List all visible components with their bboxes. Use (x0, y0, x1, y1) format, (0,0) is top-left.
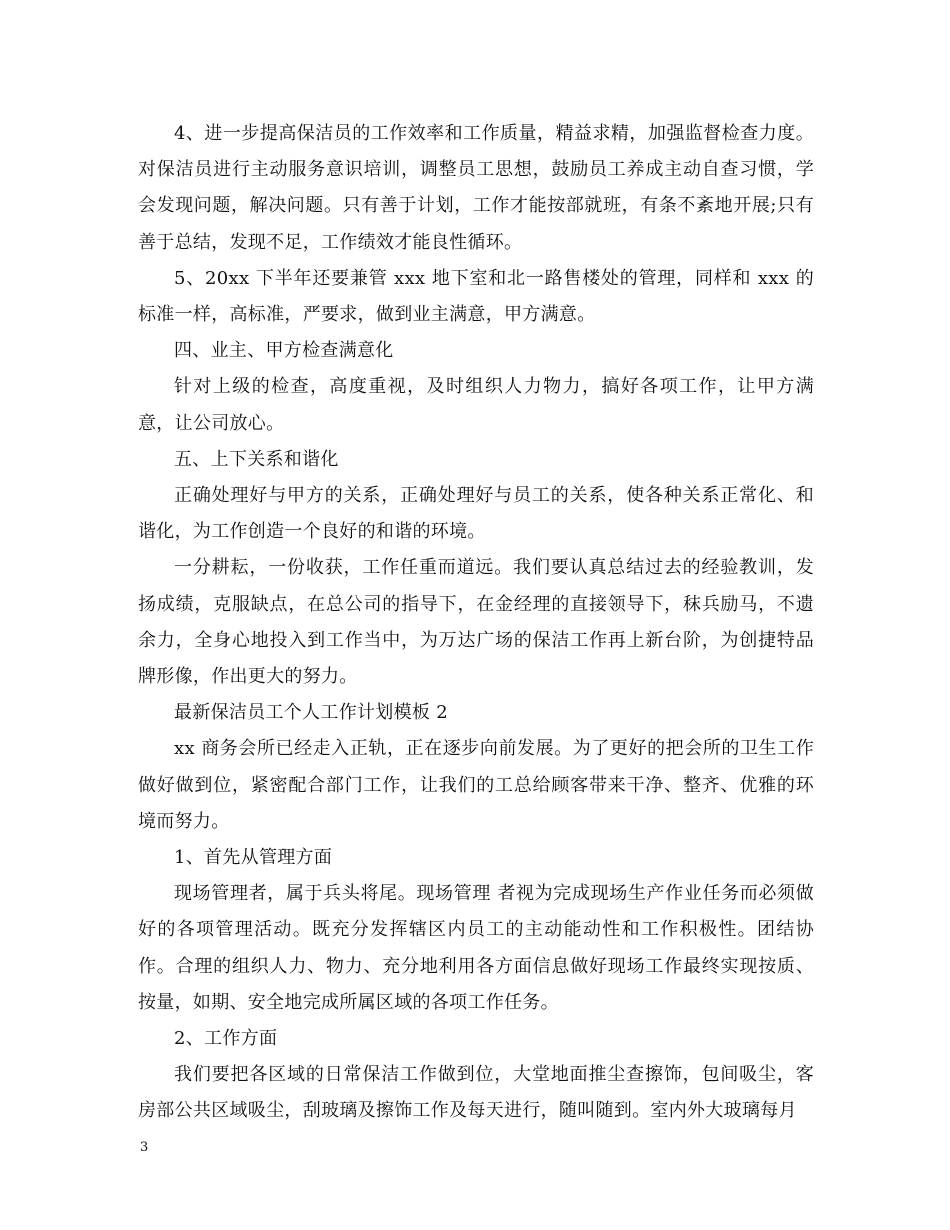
document-body (138, 116, 814, 1130)
paragraph-item-4: 4、进一步提高保洁员的工作效率和工作质量，精益求精，加强监督检查力度。对保洁员进行主动服务意识培训，调整员工思想，鼓励员工养成主动自查习惯，学会发现问题，解决问题。只有善于计划，工作才能按部就班，有条不紊地开展;只有善于总结，发现不足，工作绩效才能良性循环。 (138, 123, 814, 253)
paragraph-management: 现场管理者，属于兵头将尾。现场管理 者视为完成现场生产作业任务而必须做好的各项管理活动。既充分发挥辖区内员工的主动能动性和工作积极性。团结协作。合理的组织人力、物力、充分地利用各方面信息做好现场工作最终实现按质、按量，如期、安全地完成所属区域的各项工作任务。 (138, 883, 814, 1013)
paragraph-conclusion: 一分耕耘，一份收获，工作任重而道远。我们要认真总结过去的经验教训，发扬成绩，克服缺点，在总公司的指导下，在金经理的直接领导下，秣兵励马，不遗余力，全身心地投入到工作当中，为万达广场的保洁工作再上新台阶，为创捷特品牌形像，作出更大的努力。 (138, 557, 814, 688)
paragraph-item-5: 5、20xx 下半年还要兼管 xxx 地下室和北一路售楼处的管理，同样和 xxx 的标准一样，高标准，严要求，做到业主满意，甲方满意。 (138, 267, 814, 326)
section-title-template-2: 最新保洁员工个人工作计划模板 2 (174, 702, 448, 724)
section-heading-management: 1、首先从管理方面 (174, 847, 333, 869)
paragraph-relations: 正确处理好与甲方的关系，正确处理好与员工的关系，使各种关系正常化、和谐化，为工作创造一个良好的和谐的环境。 (138, 485, 814, 543)
paragraph-owner-inspection: 针对上级的检查，高度重视，及时组织人力物力，搞好各项工作，让甲方满意，让公司放心。 (138, 376, 814, 434)
section-heading-owner-inspection: 四、业主、甲方检查满意化 (174, 340, 394, 362)
page-number: 3 (140, 1140, 149, 1155)
paragraph-clubhouse-intro: xx 商务会所已经走入正轨，正在逐步向前发展。为了更好的把会所的卫生工作做好做到位，紧密配合部门工作，让我们的工总给顾客带来干净、整齐、优雅的环境而努力。 (138, 738, 814, 832)
paragraph-work: 我们要把各区域的日常保洁工作做到位，大堂地面推尘查擦饰，包间吸尘，客房部公共区域吸尘，刮玻璃及擦饰工作及每天进行，随叫随到。室内外大玻璃每月 (138, 1064, 814, 1122)
section-heading-work: 2、工作方面 (174, 1028, 278, 1050)
section-heading-relations: 五、上下关系和谐化 (174, 448, 339, 470)
